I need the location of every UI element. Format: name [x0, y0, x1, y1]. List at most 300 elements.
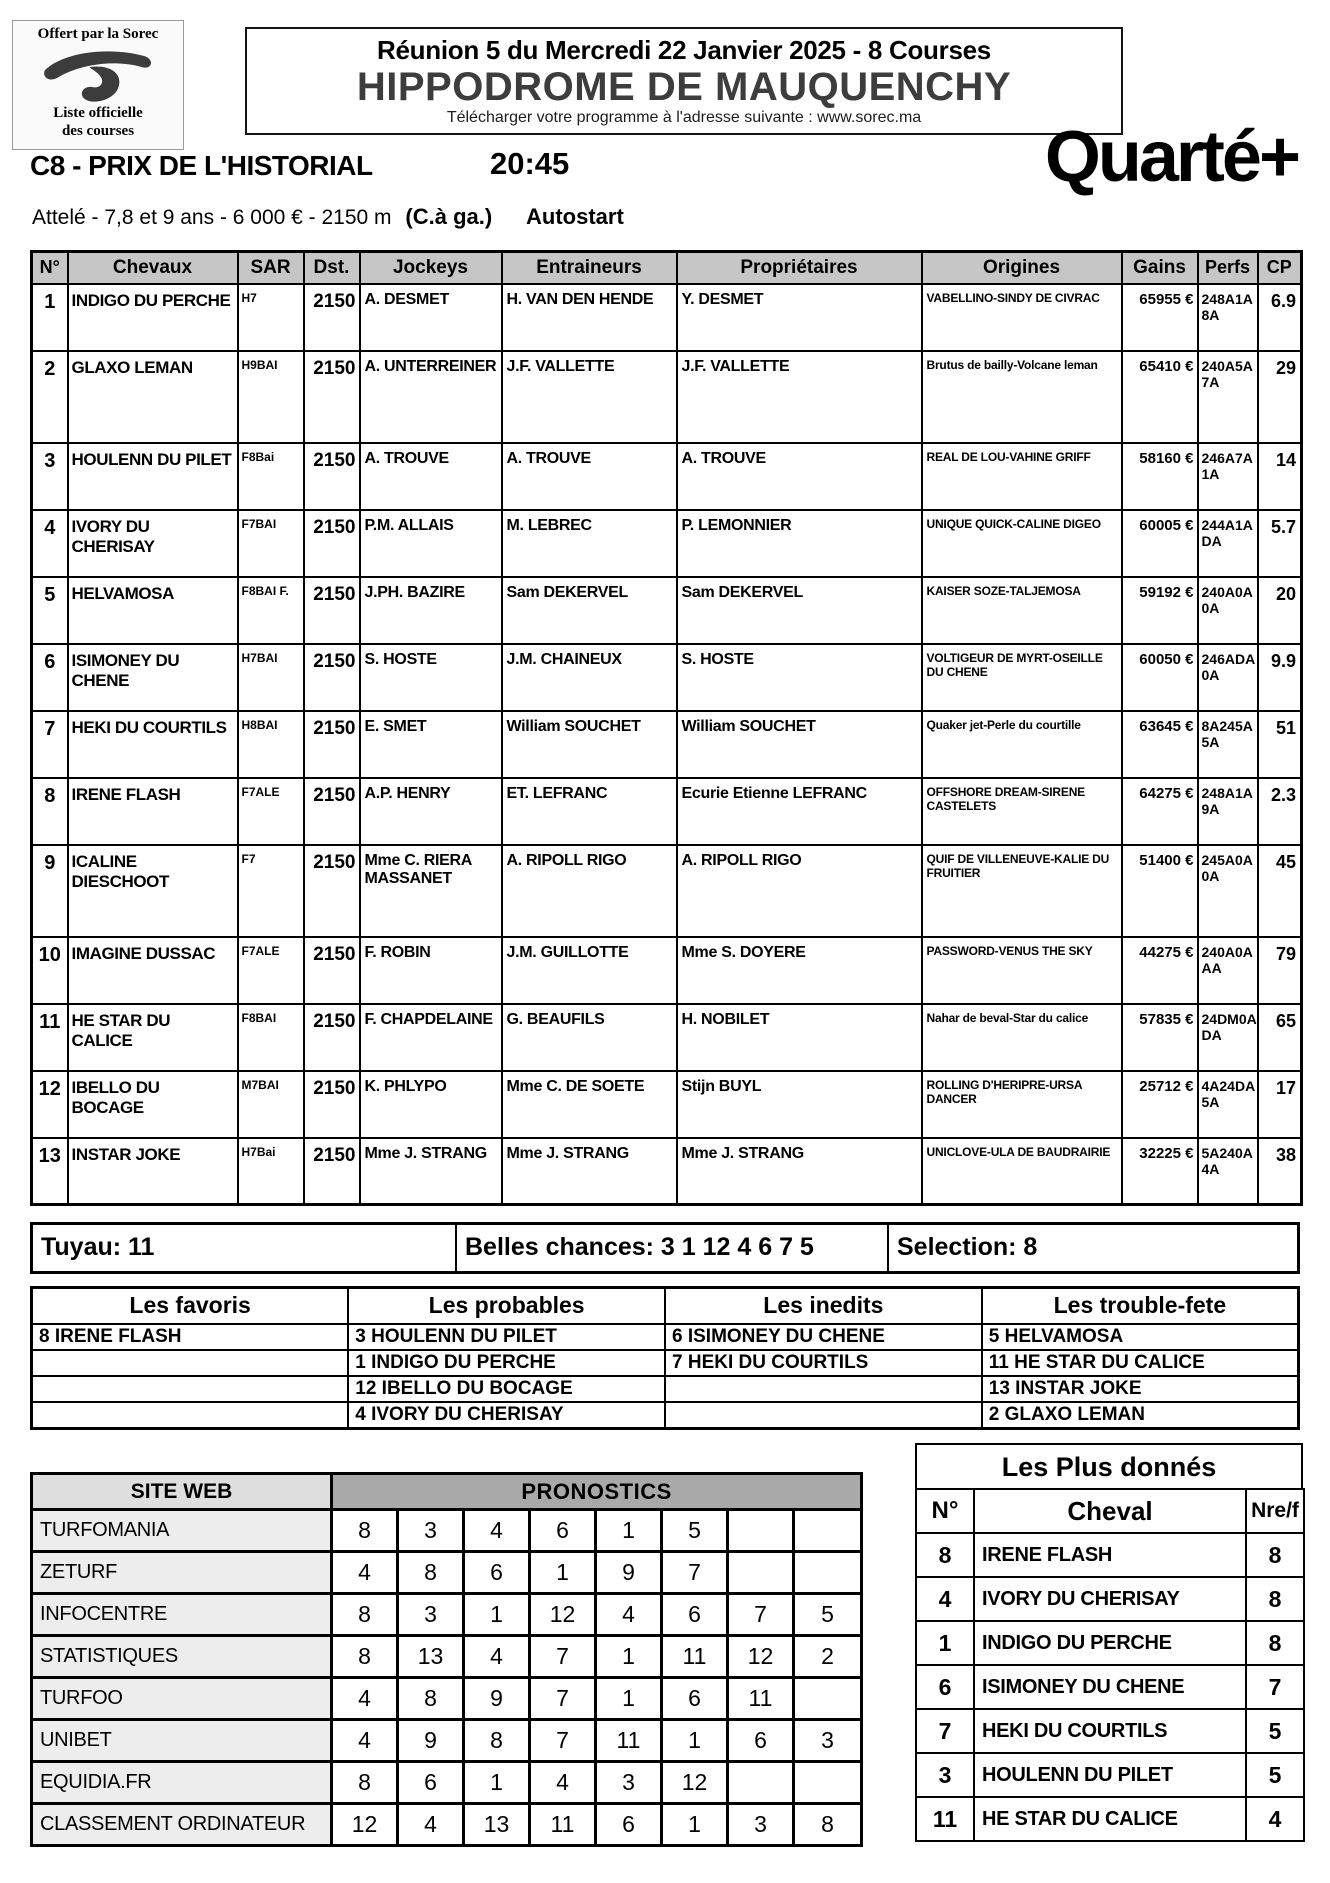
runner-cp: 65	[1258, 1004, 1302, 1071]
hippodrome-name: HIPPODROME DE MAUQUENCHY	[356, 65, 1012, 109]
pronostic-pick-2: 3	[398, 1594, 464, 1636]
pronostic-pick-6: 11	[662, 1636, 728, 1678]
col-header-mg-nref: Nre/f	[1246, 1489, 1304, 1533]
pronostic-pick-3: 6	[464, 1552, 530, 1594]
runner-jockey: Mme C. RIERA MASSANET	[360, 845, 502, 937]
pronostic-pick-2: 3	[398, 1510, 464, 1552]
pronostic-pick-1: 8	[332, 1510, 398, 1552]
trouble-fete-cell: 11 HE STAR DU CALICE	[982, 1350, 1299, 1376]
pronostic-row	[32, 1594, 862, 1636]
pronostic-pick-4: 11	[530, 1804, 596, 1846]
bet-type-label: Quarté+	[1044, 117, 1298, 197]
runner-distance: 2150	[304, 1071, 360, 1138]
favori-cell: 8 IRENE FLASH	[32, 1324, 349, 1350]
runner-cp: 45	[1258, 845, 1302, 937]
runner-row	[32, 845, 1302, 937]
col-header-favoris: Les favoris	[32, 1288, 349, 1324]
runner-distance: 2150	[304, 778, 360, 845]
col-header-proprietaires: Propriétaires	[677, 252, 922, 284]
runner-distance: 2150	[304, 711, 360, 778]
runner-owner: William SOUCHET	[677, 711, 922, 778]
pronostic-site: TURFOO	[32, 1678, 332, 1720]
runner-distance: 2150	[304, 510, 360, 577]
runner-cp: 51	[1258, 711, 1302, 778]
most-given-row	[916, 1533, 1304, 1577]
pronostic-row	[32, 1804, 862, 1846]
runner-origins: Nahar de beval-Star du calice	[922, 1004, 1122, 1071]
runner-distance: 2150	[304, 644, 360, 711]
pronostic-pick-1: 8	[332, 1762, 398, 1804]
most-given-count: 4	[1246, 1797, 1304, 1841]
col-header-mg-num: N°	[916, 1489, 974, 1533]
runner-owner: A. RIPOLL RIGO	[677, 845, 922, 937]
runner-sar: H7Bai	[238, 1138, 304, 1205]
runner-cp: 29	[1258, 351, 1302, 443]
runner-cp: 20	[1258, 577, 1302, 644]
runner-perfs: 8A245A 5A	[1198, 711, 1258, 778]
runner-jockey: Mme J. STRANG	[360, 1138, 502, 1205]
runner-gains: 58160 €	[1122, 443, 1198, 510]
pronostic-pick-2: 8	[398, 1552, 464, 1594]
runner-trainer: J.M. CHAINEUX	[502, 644, 677, 711]
logo-caption-top: Offert par la Sorec	[37, 26, 159, 42]
runner-sar: H7BAI	[238, 644, 304, 711]
pronostic-pick-2: 6	[398, 1762, 464, 1804]
col-header-mg-cheval: Cheval	[974, 1489, 1246, 1533]
runner-sar: F7BAI	[238, 510, 304, 577]
runner-owner: S. HOSTE	[677, 644, 922, 711]
pronostic-pick-6: 6	[662, 1594, 728, 1636]
probable-cell: 3 HOULENN DU PILET	[348, 1324, 665, 1350]
pronostic-site: CLASSEMENT ORDINATEUR	[32, 1804, 332, 1846]
runner-trainer: M. LEBREC	[502, 510, 677, 577]
most-given-row	[916, 1709, 1304, 1753]
most-given-count: 5	[1246, 1709, 1304, 1753]
col-header-trouble-fete: Les trouble-fete	[982, 1288, 1299, 1324]
start-note: (C.à ga.)	[405, 204, 493, 229]
col-header-entraineurs: Entraineurs	[502, 252, 677, 284]
runner-row	[32, 577, 1302, 644]
pronostic-pick-4: 7	[530, 1636, 596, 1678]
runner-row	[32, 644, 1302, 711]
pronostic-pick-7: 3	[728, 1804, 794, 1846]
pronostic-pick-2: 8	[398, 1678, 464, 1720]
most-given-row	[916, 1621, 1304, 1665]
runner-trainer: William SOUCHET	[502, 711, 677, 778]
runner-gains: 65410 €	[1122, 351, 1198, 443]
most-given-number: 8	[916, 1533, 974, 1577]
pronostics-header: PRONOSTICS	[332, 1474, 862, 1510]
runner-owner: J.F. VALLETTE	[677, 351, 922, 443]
pronostic-pick-4: 4	[530, 1762, 596, 1804]
pronostic-site: ZETURF	[32, 1552, 332, 1594]
runner-sar: F8Bai	[238, 443, 304, 510]
runner-cp: 38	[1258, 1138, 1302, 1205]
runner-horse-name: HEKI DU COURTILS	[68, 711, 238, 778]
pronostic-pick-6: 1	[662, 1720, 728, 1762]
most-given-panel	[915, 1443, 1303, 1842]
runner-gains: 32225 €	[1122, 1138, 1198, 1205]
runner-sar: F7ALE	[238, 778, 304, 845]
runner-row	[32, 1138, 1302, 1205]
meeting-header	[245, 27, 1123, 135]
pronostic-pick-5: 4	[596, 1594, 662, 1636]
col-header-jockeys: Jockeys	[360, 252, 502, 284]
pronostic-pick-1: 8	[332, 1636, 398, 1678]
runner-horse-name: INSTAR JOKE	[68, 1138, 238, 1205]
logo-caption-line1: Liste officielle	[53, 105, 143, 121]
runner-gains: 59192 €	[1122, 577, 1198, 644]
col-header-num: N°	[32, 252, 68, 284]
pronostic-pick-6: 6	[662, 1678, 728, 1720]
runner-origins: OFFSHORE DREAM-SIRENE CASTELETS	[922, 778, 1122, 845]
runner-cp: 6.9	[1258, 284, 1302, 351]
runner-number: 3	[32, 443, 68, 510]
inedit-cell: 7 HEKI DU COURTILS	[665, 1350, 982, 1376]
most-given-number: 3	[916, 1753, 974, 1797]
most-given-horse: IVORY DU CHERISAY	[974, 1577, 1246, 1621]
runner-row	[32, 1004, 1302, 1071]
pronostic-pick-6: 1	[662, 1804, 728, 1846]
runner-number: 10	[32, 937, 68, 1004]
runner-trainer: A. RIPOLL RIGO	[502, 845, 677, 937]
runner-origins: ROLLING D'HERIPRE-URSA DANCER	[922, 1071, 1122, 1138]
pronostic-pick-6: 5	[662, 1510, 728, 1552]
inedit-cell	[665, 1402, 982, 1429]
runner-gains: 64275 €	[1122, 778, 1198, 845]
pronostic-site: STATISTIQUES	[32, 1636, 332, 1678]
picks-row	[32, 1324, 1299, 1350]
runner-horse-name: IMAGINE DUSSAC	[68, 937, 238, 1004]
pronostic-pick-7: 6	[728, 1720, 794, 1762]
runner-number: 7	[32, 711, 68, 778]
pronostic-pick-3: 1	[464, 1594, 530, 1636]
pronostic-pick-5: 6	[596, 1804, 662, 1846]
runner-cp: 9.9	[1258, 644, 1302, 711]
runner-perfs: 5A240A 4A	[1198, 1138, 1258, 1205]
pronostic-pick-1: 4	[332, 1678, 398, 1720]
col-header-cp: CP	[1258, 252, 1302, 284]
col-header-probables: Les probables	[348, 1288, 665, 1324]
pronostic-site: UNIBET	[32, 1720, 332, 1762]
pronostic-row	[32, 1678, 862, 1720]
most-given-horse: INDIGO DU PERCHE	[974, 1621, 1246, 1665]
runner-jockey: S. HOSTE	[360, 644, 502, 711]
runner-sar: H8BAI	[238, 711, 304, 778]
pronostic-pick-5: 1	[596, 1510, 662, 1552]
runner-horse-name: HOULENN DU PILET	[68, 443, 238, 510]
pronostic-pick-2: 4	[398, 1804, 464, 1846]
runner-number: 5	[32, 577, 68, 644]
runner-jockey: A. UNTERREINER	[360, 351, 502, 443]
trouble-fete-cell: 5 HELVAMOSA	[982, 1324, 1299, 1350]
pronostic-row	[32, 1510, 862, 1552]
most-given-horse: ISIMONEY DU CHENE	[974, 1665, 1246, 1709]
runner-cp: 79	[1258, 937, 1302, 1004]
runner-owner: Mme J. STRANG	[677, 1138, 922, 1205]
runner-cp: 5.7	[1258, 510, 1302, 577]
runner-origins: QUIF DE VILLENEUVE-KALIE DU FRUITIER	[922, 845, 1122, 937]
runner-owner: Mme S. DOYERE	[677, 937, 922, 1004]
pronostic-row	[32, 1552, 862, 1594]
runner-origins: KAISER SOZE-TALJEMOSA	[922, 577, 1122, 644]
pronostic-row	[32, 1720, 862, 1762]
runner-distance: 2150	[304, 937, 360, 1004]
most-given-header-row	[916, 1489, 1304, 1533]
most-given-row	[916, 1577, 1304, 1621]
pronostic-pick-4: 6	[530, 1510, 596, 1552]
inedit-cell: 6 ISIMONEY DU CHENE	[665, 1324, 982, 1350]
runner-owner: Ecurie Etienne LEFRANC	[677, 778, 922, 845]
runner-number: 11	[32, 1004, 68, 1071]
runner-perfs: 240A0A 0A	[1198, 577, 1258, 644]
runner-row	[32, 778, 1302, 845]
pronostic-pick-8	[794, 1510, 862, 1552]
most-given-number: 1	[916, 1621, 974, 1665]
runner-distance: 2150	[304, 1004, 360, 1071]
runner-jockey: F. CHAPDELAINE	[360, 1004, 502, 1071]
most-given-count: 8	[1246, 1621, 1304, 1665]
runner-origins: VABELLINO-SINDY DE CIVRAC	[922, 284, 1122, 351]
most-given-number: 4	[916, 1577, 974, 1621]
pronostic-pick-3: 4	[464, 1636, 530, 1678]
most-given-horse: HE STAR DU CALICE	[974, 1797, 1246, 1841]
runner-origins: PASSWORD-VENUS THE SKY	[922, 937, 1122, 1004]
runner-sar: H9BAI	[238, 351, 304, 443]
sorec-horse-swoosh-icon	[34, 44, 162, 104]
meeting-title: Réunion 5 du Mercredi 22 Janvier 2025 - 8 Courses	[377, 35, 991, 65]
runner-owner: Sam DEKERVEL	[677, 577, 922, 644]
most-given-row	[916, 1753, 1304, 1797]
runner-number: 13	[32, 1138, 68, 1205]
runner-gains: 44275 €	[1122, 937, 1198, 1004]
runner-jockey: A.P. HENRY	[360, 778, 502, 845]
runner-owner: Stijn BUYL	[677, 1071, 922, 1138]
pronostic-pick-7: 7	[728, 1594, 794, 1636]
trouble-fete-cell: 2 GLAXO LEMAN	[982, 1402, 1299, 1429]
runner-trainer: A. TROUVE	[502, 443, 677, 510]
pronostic-pick-3: 13	[464, 1804, 530, 1846]
runner-perfs: 4A24DA 5A	[1198, 1071, 1258, 1138]
runner-row	[32, 443, 1302, 510]
most-given-number: 7	[916, 1709, 974, 1753]
pronostic-pick-8: 8	[794, 1804, 862, 1846]
runner-origins: UNICLOVE-ULA DE BAUDRAIRIE	[922, 1138, 1122, 1205]
col-header-origines: Origines	[922, 252, 1122, 284]
pronostic-pick-5: 11	[596, 1720, 662, 1762]
belles-chances-label: Belles chances: 3 1 12 4 6 7 5	[457, 1225, 889, 1271]
runner-perfs: 246ADA 0A	[1198, 644, 1258, 711]
runner-perfs: 244A1A DA	[1198, 510, 1258, 577]
runner-distance: 2150	[304, 351, 360, 443]
pronostic-pick-5: 9	[596, 1552, 662, 1594]
runner-trainer: J.M. GUILLOTTE	[502, 937, 677, 1004]
col-header-inedits: Les inedits	[665, 1288, 982, 1324]
runner-trainer: J.F. VALLETTE	[502, 351, 677, 443]
pronostic-pick-5: 3	[596, 1762, 662, 1804]
runner-owner: P. LEMONNIER	[677, 510, 922, 577]
runner-horse-name: INDIGO DU PERCHE	[68, 284, 238, 351]
runner-sar: F7ALE	[238, 937, 304, 1004]
favori-cell	[32, 1402, 349, 1429]
col-header-sar: SAR	[238, 252, 304, 284]
runner-horse-name: IRENE FLASH	[68, 778, 238, 845]
col-header-gains: Gains	[1122, 252, 1198, 284]
pronostic-pick-4: 7	[530, 1678, 596, 1720]
pronostic-pick-5: 1	[596, 1636, 662, 1678]
runner-number: 9	[32, 845, 68, 937]
runner-row	[32, 351, 1302, 443]
most-given-count: 8	[1246, 1577, 1304, 1621]
picks-header-row	[32, 1288, 1299, 1324]
pronostic-pick-1: 4	[332, 1552, 398, 1594]
runner-jockey: F. ROBIN	[360, 937, 502, 1004]
pronostic-site: TURFOMANIA	[32, 1510, 332, 1552]
runner-number: 6	[32, 644, 68, 711]
runner-gains: 63645 €	[1122, 711, 1198, 778]
runner-perfs: 248A1A 8A	[1198, 284, 1258, 351]
runner-sar: F8BAI F.	[238, 577, 304, 644]
pronostic-pick-4: 1	[530, 1552, 596, 1594]
runner-gains: 60005 €	[1122, 510, 1198, 577]
trouble-fete-cell: 13 INSTAR JOKE	[982, 1376, 1299, 1402]
pronostic-pick-3: 1	[464, 1762, 530, 1804]
col-header-chevaux: Chevaux	[68, 252, 238, 284]
most-given-count: 8	[1246, 1533, 1304, 1577]
pronostic-row	[32, 1636, 862, 1678]
runner-perfs: 240A0A AA	[1198, 937, 1258, 1004]
picks-row	[32, 1376, 1299, 1402]
runner-horse-name: IVORY DU CHERISAY	[68, 510, 238, 577]
pronostic-pick-1: 12	[332, 1804, 398, 1846]
pronostics-table	[30, 1472, 863, 1847]
pronostic-row	[32, 1762, 862, 1804]
runner-distance: 2150	[304, 284, 360, 351]
runner-jockey: E. SMET	[360, 711, 502, 778]
runner-cp: 14	[1258, 443, 1302, 510]
runner-jockey: J.PH. BAZIRE	[360, 577, 502, 644]
runner-distance: 2150	[304, 577, 360, 644]
runner-gains: 57835 €	[1122, 1004, 1198, 1071]
runner-trainer: G. BEAUFILS	[502, 1004, 677, 1071]
runner-horse-name: GLAXO LEMAN	[68, 351, 238, 443]
col-header-dst: Dst.	[304, 252, 360, 284]
selection-label: Selection: 8	[897, 1233, 1038, 1261]
most-given-horse: HOULENN DU PILET	[974, 1753, 1246, 1797]
pronostic-pick-8: 3	[794, 1720, 862, 1762]
most-given-table	[915, 1488, 1305, 1842]
picks-row	[32, 1402, 1299, 1429]
runner-number: 8	[32, 778, 68, 845]
runner-jockey: A. TROUVE	[360, 443, 502, 510]
pronostics-header-row	[32, 1474, 862, 1510]
runner-cp: 17	[1258, 1071, 1302, 1138]
most-given-number: 11	[916, 1797, 974, 1841]
runner-sar: H7	[238, 284, 304, 351]
conditions-text: Attelé - 7,8 et 9 ans - 6 000 € - 2150 m	[32, 206, 392, 229]
runner-gains: 65955 €	[1122, 284, 1198, 351]
logo-caption-line2: des courses	[61, 123, 135, 139]
picks-table	[30, 1286, 1300, 1430]
runner-row	[32, 937, 1302, 1004]
autostart-label: Autostart	[526, 204, 624, 229]
runner-row	[32, 711, 1302, 778]
runner-horse-name: ISIMONEY DU CHENE	[68, 644, 238, 711]
runner-origins: UNIQUE QUICK-CALINE DIGEO	[922, 510, 1122, 577]
runner-row	[32, 1071, 1302, 1138]
runners-header-row	[32, 252, 1302, 284]
sorec-logo	[12, 20, 184, 150]
runner-origins: Quaker jet-Perle du courtille	[922, 711, 1122, 778]
pronostic-pick-8	[794, 1678, 862, 1720]
runner-perfs: 240A5A 7A	[1198, 351, 1258, 443]
runner-trainer: Mme J. STRANG	[502, 1138, 677, 1205]
pronostic-pick-4: 12	[530, 1594, 596, 1636]
runner-distance: 2150	[304, 443, 360, 510]
pronostic-pick-3: 4	[464, 1510, 530, 1552]
most-given-horse: HEKI DU COURTILS	[974, 1709, 1246, 1753]
runner-trainer: Mme C. DE SOETE	[502, 1071, 677, 1138]
pronostic-pick-7: 11	[728, 1678, 794, 1720]
most-given-horse: IRENE FLASH	[974, 1533, 1246, 1577]
most-given-number: 6	[916, 1665, 974, 1709]
inedit-cell	[665, 1376, 982, 1402]
runner-perfs: 248A1A 9A	[1198, 778, 1258, 845]
pronostic-pick-3: 9	[464, 1678, 530, 1720]
col-header-perfs: Perfs	[1198, 252, 1258, 284]
runner-number: 2	[32, 351, 68, 443]
pronostic-pick-7	[728, 1510, 794, 1552]
download-note: Télécharger votre programme à l'adresse suivante : www.sorec.ma	[446, 109, 922, 126]
runner-origins: Brutus de bailly-Volcane leman	[922, 351, 1122, 443]
pronostic-pick-8	[794, 1762, 862, 1804]
site-web-header: SITE WEB	[32, 1474, 332, 1510]
race-time: 20:45	[490, 146, 570, 181]
pronostic-pick-8: 5	[794, 1594, 862, 1636]
runner-perfs: 246A7A 1A	[1198, 443, 1258, 510]
runner-distance: 2150	[304, 845, 360, 937]
most-given-count: 5	[1246, 1753, 1304, 1797]
runner-number: 4	[32, 510, 68, 577]
runner-number: 12	[32, 1071, 68, 1138]
runner-trainer: Sam DEKERVEL	[502, 577, 677, 644]
runner-owner: A. TROUVE	[677, 443, 922, 510]
runners-table	[30, 250, 1303, 1206]
runner-origins: VOLTIGEUR DE MYRT-OSEILLE DU CHENE	[922, 644, 1122, 711]
pronostic-pick-7: 12	[728, 1636, 794, 1678]
runner-sar: F7	[238, 845, 304, 937]
pronostic-pick-8: 2	[794, 1636, 862, 1678]
pronostic-pick-3: 8	[464, 1720, 530, 1762]
most-given-count: 7	[1246, 1665, 1304, 1709]
runner-perfs: 24DM0A DA	[1198, 1004, 1258, 1071]
runner-jockey: K. PHLYPO	[360, 1071, 502, 1138]
tuyau-label: Tuyau: 11	[33, 1225, 457, 1271]
runner-horse-name: ICALINE DIESCHOOT	[68, 845, 238, 937]
runner-gains: 60050 €	[1122, 644, 1198, 711]
picks-row	[32, 1350, 1299, 1376]
pronostic-pick-8	[794, 1552, 862, 1594]
pronostic-pick-7	[728, 1762, 794, 1804]
runner-gains: 25712 €	[1122, 1071, 1198, 1138]
pronostic-pick-5: 1	[596, 1678, 662, 1720]
runner-owner: Y. DESMET	[677, 284, 922, 351]
pronostic-pick-6: 12	[662, 1762, 728, 1804]
runner-trainer: H. VAN DEN HENDE	[502, 284, 677, 351]
runner-sar: F8BAI	[238, 1004, 304, 1071]
runner-owner: H. NOBILET	[677, 1004, 922, 1071]
runner-distance: 2150	[304, 1138, 360, 1205]
